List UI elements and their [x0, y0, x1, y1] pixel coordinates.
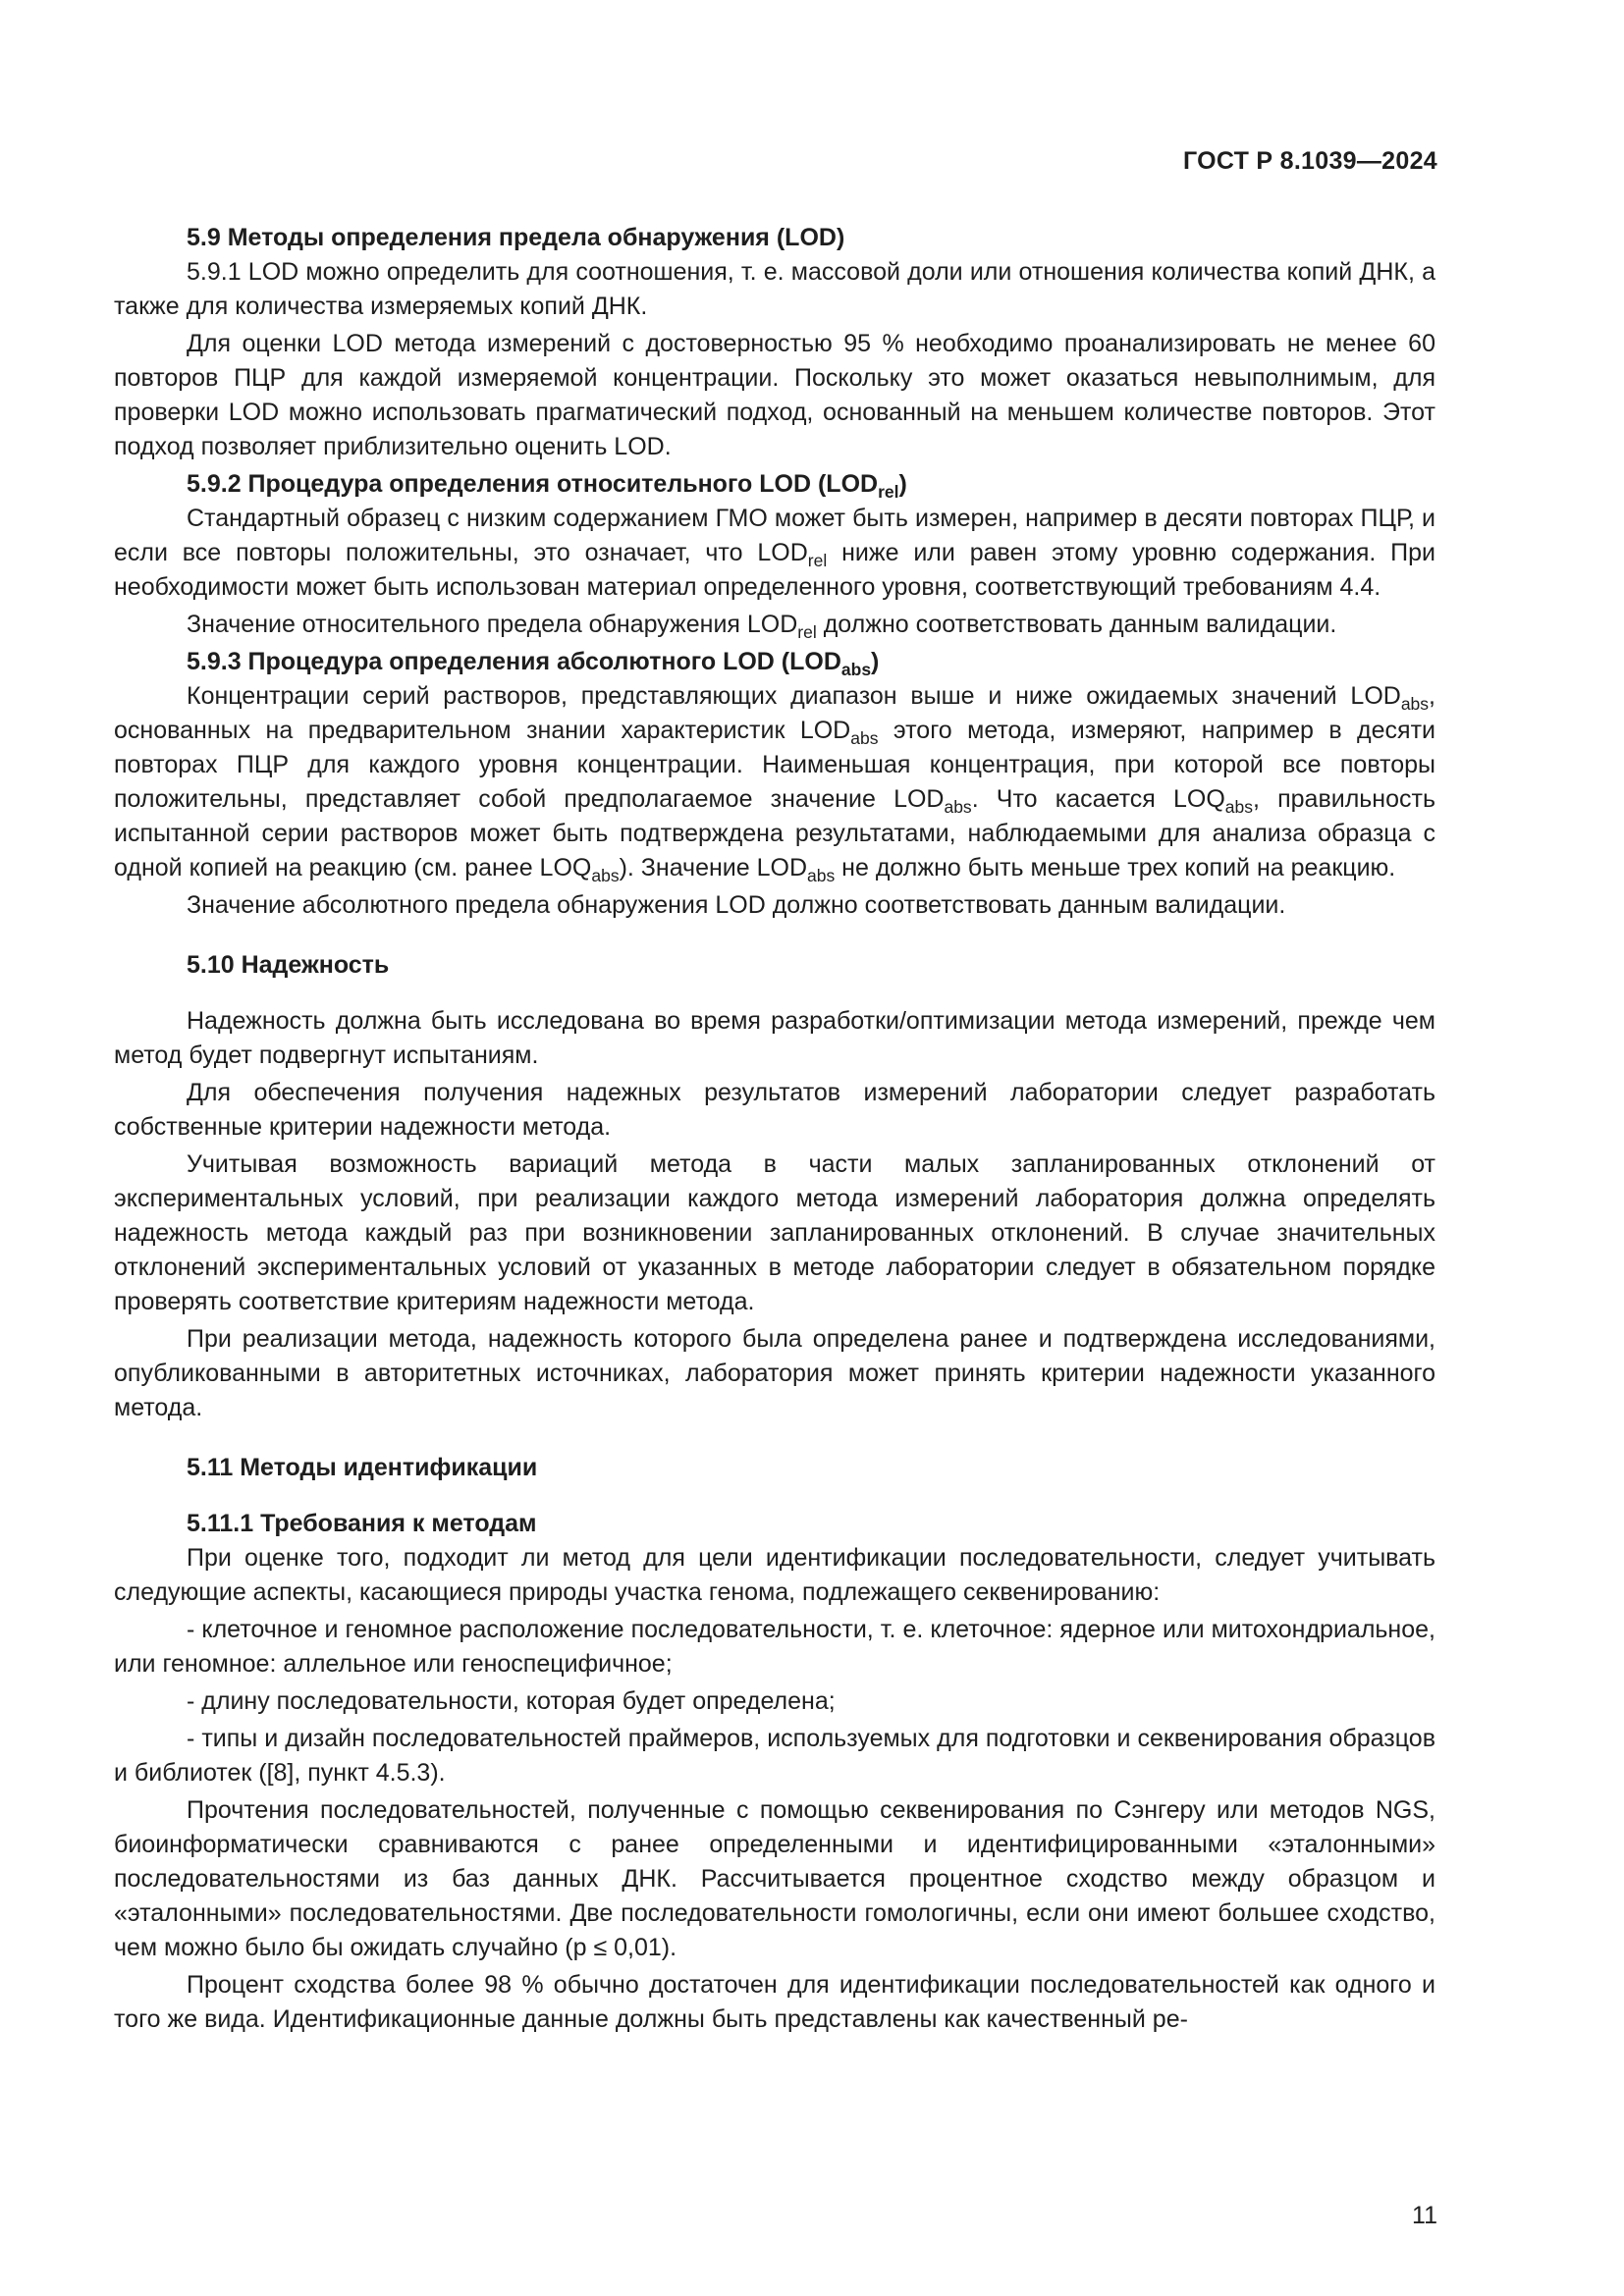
paragraph: Надежность должна быть исследована во время разработки/оптимизации метода измерений, прежде чем метод будет подвергнут испытаниям.: [114, 1007, 1435, 1069]
section-heading: 5.10 Надежность: [187, 951, 390, 979]
paragraph: Стандартный образец с низким содержанием ГМО может быть измерен, например в десяти повторах ПЦР, и если все повторы положительны, это означает, что $LOD_{rel}$ ниже или равен этому уровню содержания. При необходимости может быть использован материал определенного уровня, соответствующий требованиям 4.4.: [114, 505, 1435, 601]
paragraph: Процент сходства более 98 % обычно достаточен для идентификации последовательностей как одного и того же вида. Идентификационные данные должны быть представлены как качественный ре-: [114, 1971, 1435, 2033]
paragraph: Учитывая возможность вариаций метода в части малых запланированных отклонений от экспериментальных условий, при реализации каждого метода измерений лаборатория должна определять надежность метода каждый раз при возникновении запланированных отклонений. В случае значительных отклонений экспериментальных условий от указанных в методе лаборатории следует в обязательном порядке проверять соответствие критериям надежности метода.: [114, 1150, 1435, 1315]
document-code: ГОСТ Р 8.1039—2024: [1182, 147, 1437, 175]
paragraph: Для оценки LOD метода измерений с достоверностью 95 % необходимо проанализировать не менее 60 повторов ПЦР для каждой измеряемой концентрации. Поскольку это может оказаться невыполнимым, для проверки LOD можно использовать прагматический подход, основанный на меньшем количестве повторов. Этот подход позволяет приблизительно оценить LOD.: [114, 330, 1435, 460]
section-heading: 5.11.1 Требования к методам: [187, 1510, 537, 1537]
paragraph: Для обеспечения получения надежных результатов измерений лаборатории следует разработать собственные критерии надежности метода.: [114, 1079, 1435, 1141]
paragraph: Концентрации серий растворов, представляющих диапазон выше и ниже ожидаемых значений $LOD_{abs}$, основанных на предварительном знании характеристик $LOD_{abs}$ этого метода, измеряют, например в десяти повторах ПЦР для каждого уровня концентрации. Наименьшая концентрация, при которой все повторы положительны, представляет собой предполагаемое значение $LOD_{abs}$. Что касается $LOQ_{abs}$, правильность испытанной серии растворов может быть подтверждена результатами, наблюдаемыми для анализа образца с одной копией на реакцию (см. ранее $LOQ_{abs}$). Значение $LOD_{abs}$ не должно быть меньше трех копий на реакцию.: [114, 682, 1436, 886]
list-item: - типы и дизайн последовательностей праймеров, используемых для подготовки и секвенирования образцов и библиотек ([8], пункт 4.5.3).: [114, 1725, 1435, 1787]
paragraph: Прочтения последовательностей, полученные с помощью секвенирования по Сэнгеру или методов NGS, биоинформатически сравниваются с ранее определенными и идентифицированными «эталонными» последовательностями из баз данных ДНК. Рассчитывается процентное сходство между образцом и «эталонными» последовательностями. Две последовательности гомологичны, если они имеют большее сходство, чем можно было бы ожидать случайно (p ≤ 0,01).: [114, 1796, 1435, 1961]
list-item: - клеточное и геномное расположение последовательности, т. е. клеточное: ядерное или митохондриальное, или геномное: аллельное или геноспецифичное;: [114, 1616, 1435, 1678]
section-heading: 5.9.2 Процедура определения относительного LOD $(LOD_{rel})$: [187, 470, 907, 503]
document-body: [114, 221, 1435, 2040]
section-heading: 5.11 Методы идентификации: [187, 1454, 538, 1481]
paragraph: Значение относительного предела обнаружения $LOD_{rel}$ должно соответствовать данным валидации.: [187, 611, 1337, 643]
list-item: - длину последовательности, которая будет определена;: [187, 1687, 836, 1715]
page-number: 11: [1412, 2202, 1437, 2229]
section-heading: 5.9 Методы определения предела обнаружения (LOD): [187, 224, 845, 251]
paragraph: При оценке того, подходит ли метод для цели идентификации последовательности, следует учитывать следующие аспекты, касающиеся природы участка генома, подлежащего секвенированию:: [114, 1544, 1435, 1606]
section-heading: 5.9.3 Процедура определения абсолютного LOD $(LOD_{abs})$: [187, 648, 880, 680]
paragraph: Значение абсолютного предела обнаружения LOD должно соответствовать данным валидации.: [187, 891, 1286, 919]
paragraph: При реализации метода, надежность которого была определена ранее и подтверждена исследованиями, опубликованными в авторитетных источниках, лаборатория может принять критерии надежности указанного метода.: [114, 1325, 1435, 1421]
paragraph: 5.9.1 LOD можно определить для соотношения, т. е. массовой доли или отношения количества копий ДНК, а также для количества измеряемых копий ДНК.: [114, 258, 1435, 320]
